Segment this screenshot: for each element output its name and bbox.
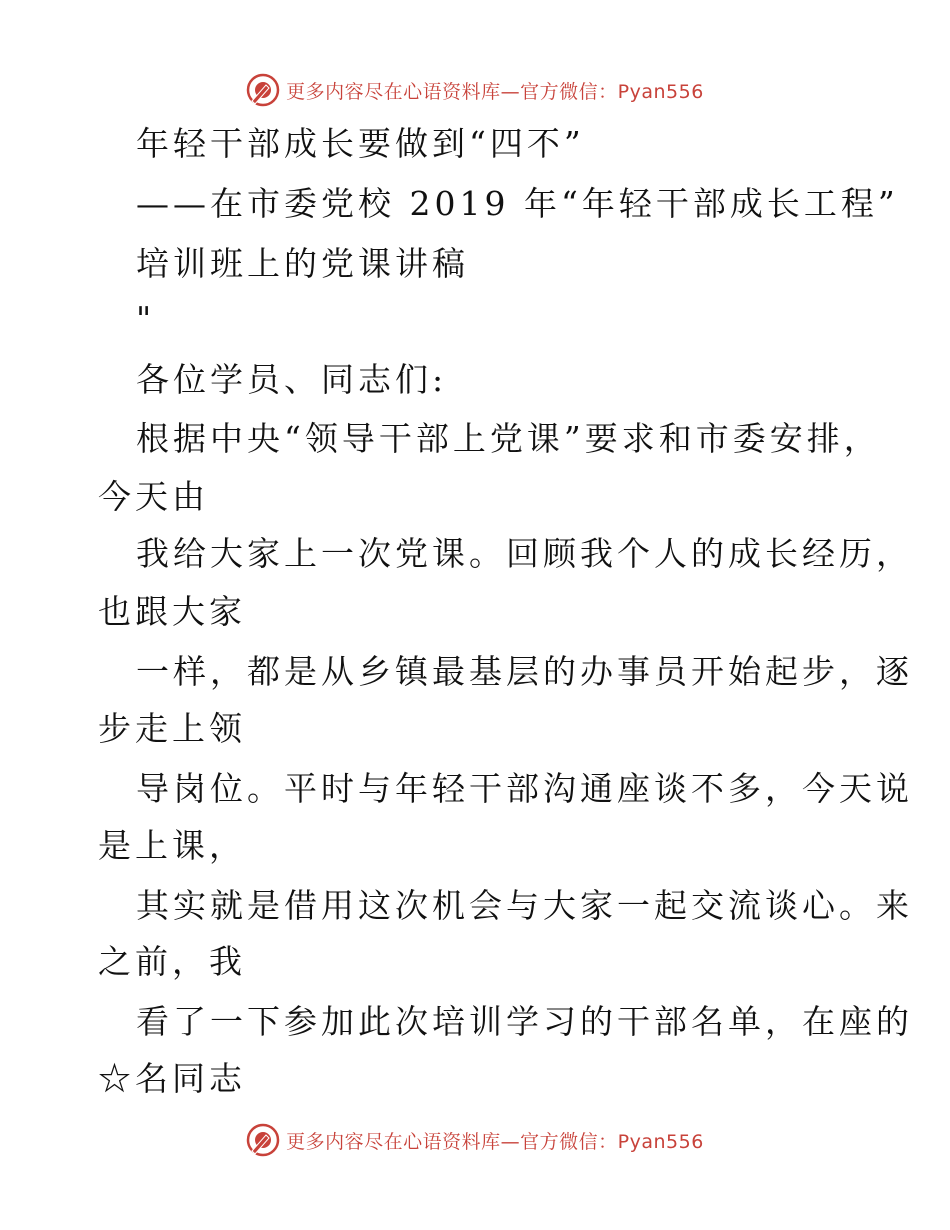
doc-paragraph-line: 也跟大家 [98,592,246,631]
doc-subtitle-line-1: ——在市委党校 2019 年“年轻干部成长工程” [136,184,899,223]
doc-paragraph-line: 之前，我 [98,942,246,981]
doc-subtitle-line-2: 培训班上的党课讲稿 [136,244,469,283]
pen-logo-icon [246,73,280,107]
doc-paragraph-line: 看了一下参加此次培训学习的干部名单，在座的 [136,1002,913,1041]
doc-salutation: 各位学员、同志们: [136,360,448,399]
doc-paragraph-line: 步走上领 [98,709,246,748]
doc-paragraph-line: 我给大家上一次党课。回顾我个人的成长经历， [136,534,913,573]
footer-banner [0,1120,950,1160]
doc-stray-quote: " [136,299,156,338]
pen-logo-icon [246,1123,280,1157]
doc-paragraph-line: 今天由 [98,477,209,516]
doc-paragraph-line: 一样，都是从乡镇最基层的办事员开始起步，逐 [136,652,913,691]
doc-paragraph-line: ☆名同志 [98,1059,246,1098]
banner-text: 更多内容尽在心语资料库—官方微信：Pyan556 [286,80,704,103]
banner-text: 更多内容尽在心语资料库—官方微信：Pyan556 [286,1130,704,1153]
doc-paragraph-line: 是上课， [98,826,246,865]
doc-paragraph-line: 导岗位。平时与年轻干部沟通座谈不多，今天说 [136,769,913,808]
doc-title: 年轻干部成长要做到“四不” [136,124,585,163]
doc-paragraph-line: 其实就是借用这次机会与大家一起交流谈心。来 [136,886,913,925]
doc-paragraph-line: 根据中央“领导干部上党课”要求和市委安排， [136,419,881,458]
header-banner [0,70,950,110]
